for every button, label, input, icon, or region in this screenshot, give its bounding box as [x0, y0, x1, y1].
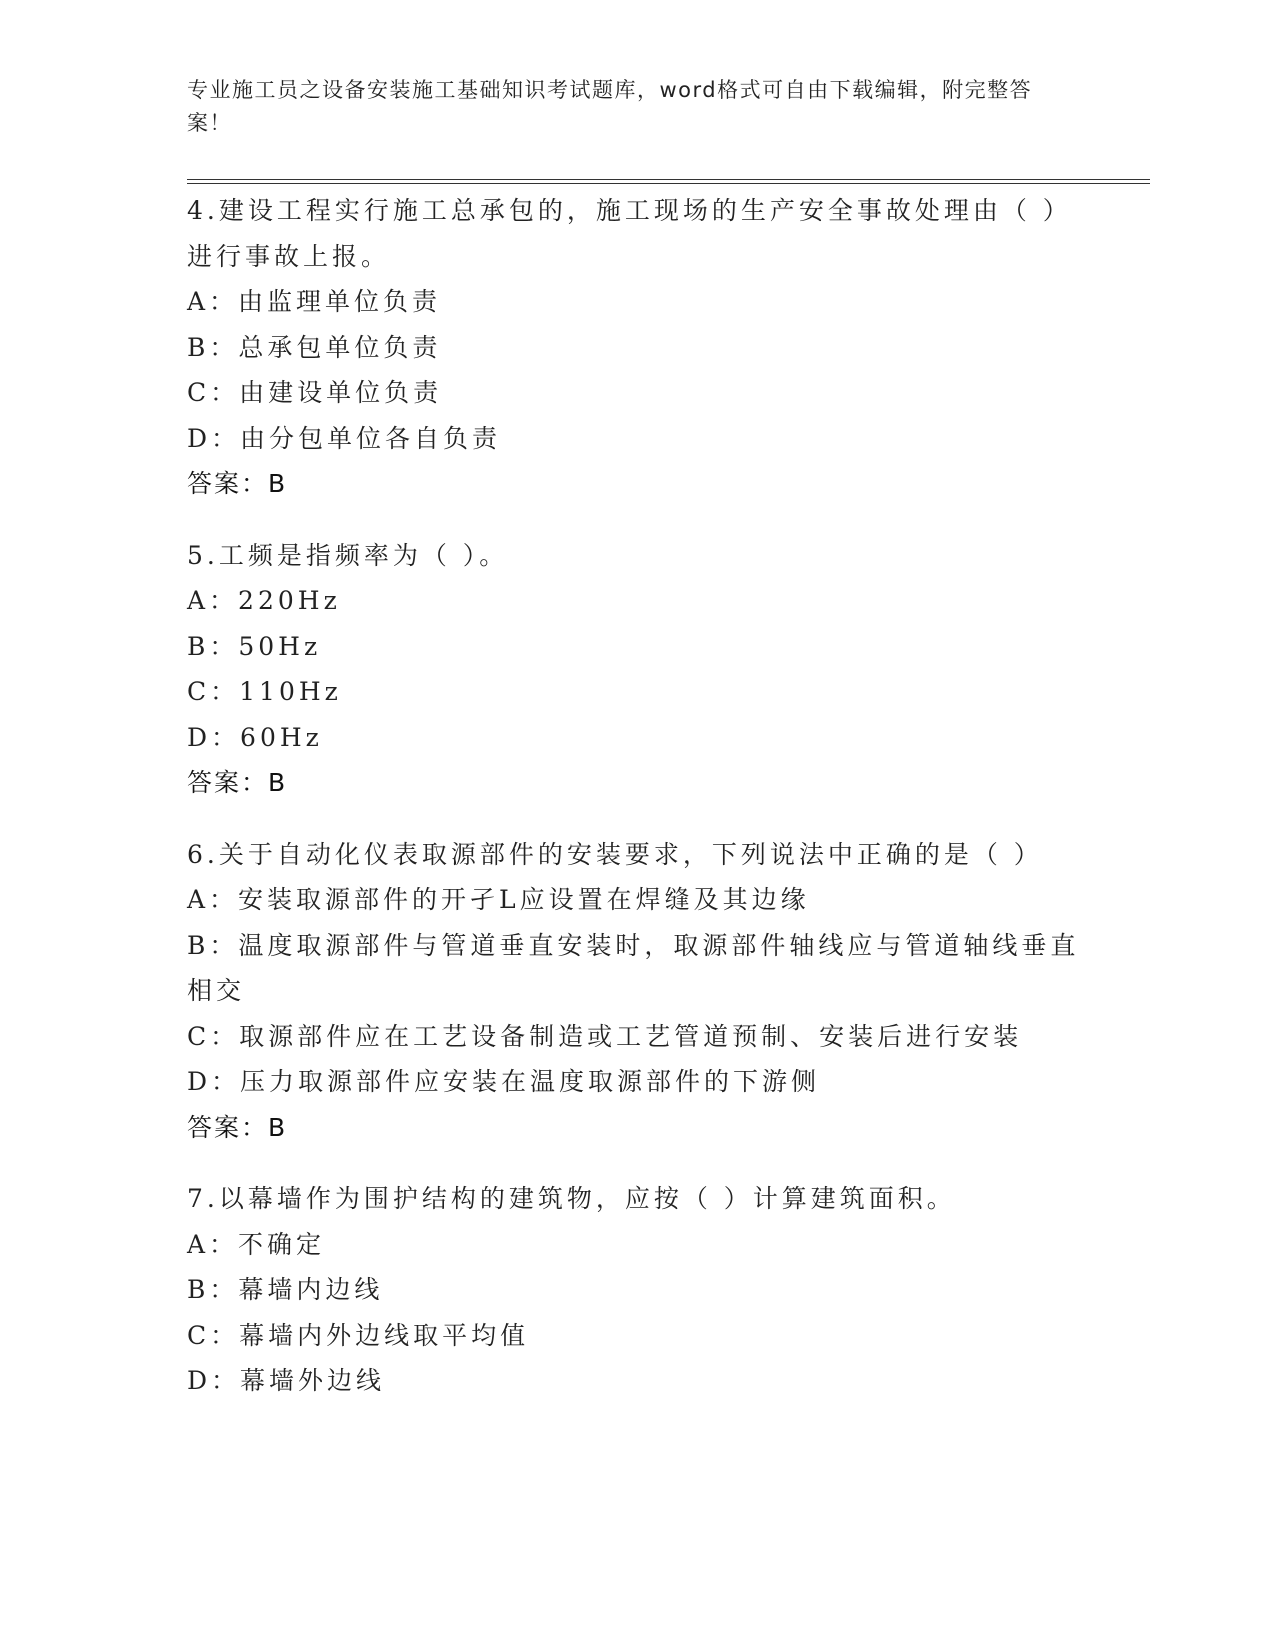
header-divider-top — [187, 179, 1150, 180]
question-stem: 4.建设工程实行施工总承包的，施工现场的生产安全事故处理由（ ）进行事故上报。 — [187, 196, 1072, 271]
answer-label: 答案：B — [187, 768, 288, 797]
question-list — [187, 188, 1087, 1430]
header-divider-bottom — [187, 183, 1150, 184]
document-header: 专业施工员之设备安装施工基础知识考试题库，word格式可自由下载编辑，附完整答案！ — [187, 78, 1033, 135]
option-d: D：幕墙外边线 — [187, 1366, 386, 1395]
question-6 — [187, 832, 1087, 1151]
question-4 — [187, 188, 1087, 507]
option-b: B：总承包单位负责 — [187, 332, 442, 362]
option-c: C：由建设单位负责 — [187, 378, 443, 407]
question-stem: 5.工频是指频率为（ ）。 — [187, 540, 509, 570]
option-b: B：50Hz — [187, 631, 322, 661]
question-stem: 6.关于自动化仪表取源部件的安装要求，下列说法中正确的是（ ） — [187, 839, 1043, 869]
option-c: C：幕墙内外边线取平均值 — [187, 1320, 530, 1350]
option-b: B：幕墙内边线 — [187, 1275, 384, 1304]
option-b: B：温度取源部件与管道垂直安装时，取源部件轴线应与管道轴线垂直相交 — [187, 930, 1080, 1005]
option-d: D：60Hz — [187, 722, 323, 752]
option-d: D：由分包单位各自负责 — [187, 423, 502, 453]
option-a: A：不确定 — [187, 1229, 326, 1259]
question-stem: 7.以幕墙作为围护结构的建筑物，应按（ ）计算建筑面积。 — [187, 1184, 956, 1213]
answer-label: 答案：B — [187, 1112, 288, 1142]
option-a: A：220Hz — [187, 586, 341, 615]
option-a: A：安装取源部件的开孑L应设置在焊缝及其边缘 — [187, 885, 810, 914]
question-5 — [187, 533, 1087, 806]
question-7 — [187, 1176, 1087, 1404]
option-a: A：由监理单位负责 — [187, 287, 442, 316]
option-c: C：110Hz — [187, 677, 342, 706]
option-d: D：压力取源部件应安装在温度取源部件的下游侧 — [187, 1067, 821, 1096]
option-c: C：取源部件应在工艺设备制造或工艺管道预制、安装后进行安装 — [187, 1021, 1023, 1051]
answer-label: 答案：B — [187, 469, 288, 498]
